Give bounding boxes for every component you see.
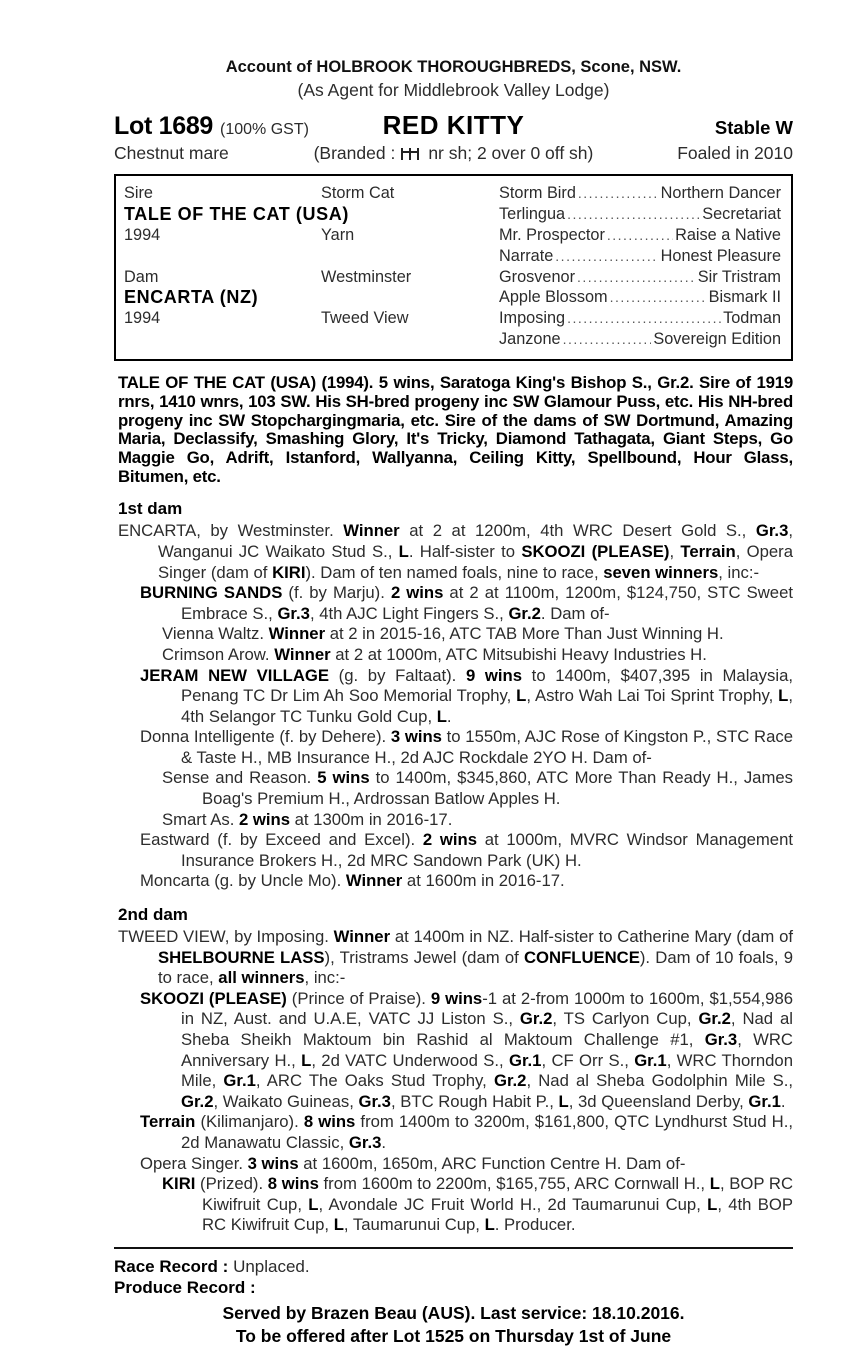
emphasized-text: 8 wins	[303, 1112, 356, 1132]
text-segment: , WRC Anniversary H.,	[181, 1030, 793, 1070]
pedigree-paragraph	[118, 830, 793, 871]
emphasized-text: Winner	[333, 927, 391, 947]
emphasized-text: L	[333, 1215, 344, 1235]
text-segment: ). Dam of 10 foals, 9 to race,	[158, 947, 793, 988]
text-segment: Sense and Reason.	[162, 768, 318, 788]
emphasized-text: SKOOZI (PLEASE)	[521, 541, 670, 561]
served-by-line: Served by Brazen Beau (AUS). Last service: 18.10.2016.	[222, 1302, 685, 1323]
brand-description	[314, 143, 594, 164]
emphasized-text: all winners	[218, 968, 305, 988]
emphasized-text: 8 wins	[267, 1174, 319, 1194]
dam-sire: Westminster	[321, 267, 412, 286]
emphasized-text: L	[516, 686, 527, 706]
emphasized-text: L	[484, 1215, 495, 1235]
text-segment: , WRC Thorndon Mile,	[181, 1050, 793, 1091]
text-segment: , Waikato Guineas,	[213, 1091, 359, 1111]
agent-line: (As Agent for Middlebrook Valley Lodge)	[297, 80, 610, 100]
emphasized-text: 2 wins	[422, 830, 478, 850]
dotted-leader	[578, 185, 659, 201]
text-segment: , 4th Selangor TC Tunku Gold Cup,	[181, 686, 793, 726]
emphasized-text: Winner	[345, 871, 403, 891]
emphasized-text: L	[558, 1091, 569, 1111]
gen3-parent: Sir Tristram	[697, 267, 781, 286]
emphasized-text: Gr.3	[704, 1030, 738, 1049]
sire-name: TALE OF THE CAT (USA)	[124, 203, 349, 224]
sire-sire: Storm Cat	[321, 183, 395, 202]
text-segment: at 2 at 1000m, ATC Mitsubishi Heavy Industries H.	[330, 644, 707, 664]
pedigree-row	[124, 287, 781, 308]
emphasized-text: 2 wins	[238, 809, 290, 829]
emphasized-text: 2 wins	[390, 583, 444, 603]
emphasized-text: Gr.2	[181, 1091, 214, 1111]
emphasized-text: 3 wins	[247, 1153, 299, 1173]
emphasized-text: L	[707, 1194, 718, 1214]
text-segment: , Nad al Sheba Godolphin Mile S.,	[526, 1071, 793, 1091]
text-segment: .	[381, 1132, 387, 1152]
text-segment: at 1600m, 1650m, ARC Function Centre H. Dam of-	[298, 1153, 686, 1173]
pedigree-row	[124, 329, 781, 350]
text-segment: Moncarta (g. by Uncle Mo).	[140, 871, 346, 891]
offered-after-line: To be offered after Lot 1525 on Thursday 1st of June	[235, 1325, 672, 1346]
emphasized-text: 9 wins	[465, 665, 523, 685]
pedigree-paragraph	[118, 1174, 793, 1236]
text-segment: at 2 at 1100m, 1200m, $124,750, STC Sweet Embrace S.,	[181, 583, 793, 623]
emphasized-text: Terrain	[140, 1112, 196, 1132]
horse-name: RED KITTY	[382, 110, 525, 140]
text-segment: Opera Singer.	[140, 1153, 248, 1173]
emphasized-text: Winner	[268, 624, 326, 644]
pedigree-paragraph	[118, 810, 793, 831]
text-segment: Vienna Waltz.	[162, 624, 269, 644]
text-segment: to 1400m, $407,395 in Malaysia, Penang TC Dr Lim Ah Soo Memorial Trophy,	[181, 665, 793, 706]
text-segment: to 1550m, AJC Rose of Kingston P., STC Race & Taste H., MB Insurance H., 2d AJC Rockdale 2YO H. Dam of-	[181, 727, 793, 767]
text-segment: (Prized).	[195, 1174, 268, 1194]
pedigree-paragraph	[118, 624, 793, 645]
pedigree-paragraph	[118, 927, 793, 989]
text-segment: .	[780, 1091, 786, 1111]
emphasized-text: Gr.3	[277, 603, 310, 623]
pedigree-row	[124, 183, 781, 204]
emphasized-text: 9 wins	[430, 988, 483, 1008]
sire-label: Sire	[124, 183, 153, 202]
emphasized-text: CONFLUENCE	[523, 947, 640, 967]
produce-record-label: Produce Record :	[114, 1277, 256, 1297]
emphasized-text: Gr.2	[519, 1009, 553, 1029]
text-segment: at 1000m, MVRC Windsor Management Insurance Brokers H., 2d MRC Sandown Park (UK) H.	[181, 830, 793, 870]
pedigree-paragraph	[118, 666, 793, 728]
first-dam-heading: 1st dam	[118, 499, 183, 519]
text-segment: to 1400m, $345,860, ATC More Than Ready H., James Boag's Premium H., Ardrossan Batlow Apples H.	[202, 768, 793, 809]
emphasized-text: Gr.1	[508, 1050, 542, 1070]
emphasized-text: L	[778, 686, 789, 706]
text-segment: , Taumarunui Cup,	[343, 1215, 485, 1235]
dotted-leader	[567, 206, 700, 222]
pedigree-paragraph	[118, 583, 793, 624]
text-segment: . Dam of-	[540, 603, 610, 623]
text-segment: , 4th AJC Light Fingers S.,	[309, 603, 509, 623]
dotted-leader	[610, 289, 707, 305]
emphasized-text: Gr.3	[348, 1132, 382, 1152]
text-segment: Eastward (f. by Exceed and Excel).	[140, 830, 423, 850]
pedigree-row	[124, 225, 781, 246]
pedigree-paragraph	[118, 871, 793, 892]
emphasized-text: Winner	[274, 644, 331, 664]
text-segment: , ARC The Oaks Stud Trophy,	[255, 1071, 494, 1091]
gen3-name: Janzone	[499, 330, 561, 349]
race-record-value: Unplaced.	[233, 1256, 310, 1276]
stable-label: Stable W	[714, 117, 793, 138]
second-dam-section	[114, 927, 793, 1236]
gst-note: (100% GST)	[220, 121, 309, 138]
text-segment: . Producer.	[494, 1215, 576, 1235]
dotted-leader	[607, 227, 673, 243]
gen3-name: Apple Blossom	[499, 288, 608, 307]
text-segment: , Avondale JC Fruit World H., 2d Taumarunui Cup,	[318, 1194, 708, 1214]
gen3-parent: Sovereign Edition	[653, 330, 781, 349]
horse-info-row	[114, 143, 793, 164]
footer-divider	[114, 1247, 793, 1249]
text-segment: from 1600m to 2200m, $165,755, ARC Cornwall H.,	[318, 1174, 710, 1194]
lot-number: Lot 1689	[114, 112, 214, 140]
text-segment: ,	[669, 541, 681, 561]
emphasized-text: SKOOZI (PLEASE)	[140, 988, 287, 1008]
text-segment: at 1600m in 2016-17.	[402, 871, 565, 891]
text-segment: Donna Intelligente (f. by Dehere).	[140, 727, 391, 747]
pedigree-box	[114, 174, 793, 361]
pedigree-paragraph	[118, 768, 793, 809]
emphasized-text: Gr.1	[748, 1091, 781, 1111]
text-segment: , Nad al Sheba Sheikh Maktoum bin Rashid al Maktoum Challenge #1,	[181, 1009, 793, 1049]
dam-dam: Tweed View	[321, 309, 409, 328]
pedigree-paragraph	[118, 645, 793, 666]
text-segment: , inc:-	[718, 562, 760, 582]
dotted-leader	[577, 269, 696, 285]
emphasized-text: BURNING SANDS	[140, 583, 283, 603]
text-segment: -1 at 2-from 1000m to 1600m, $1,554,986 in NZ, Aust. and U.A.E, VATC JJ Liston S.,	[181, 988, 793, 1029]
brand-mark-icon	[400, 147, 423, 161]
dotted-leader	[555, 248, 658, 264]
second-dam-heading: 2nd dam	[118, 905, 188, 925]
gen3-parent: Northern Dancer	[660, 183, 781, 202]
pedigree-paragraph	[118, 989, 793, 1113]
dotted-leader	[567, 310, 721, 326]
emphasized-text: L	[436, 706, 447, 726]
text-segment: . Half-sister to	[408, 541, 522, 561]
emphasized-text: SHELBOURNE LASS	[158, 947, 325, 967]
emphasized-text: Gr.2	[493, 1071, 527, 1091]
text-segment: , CF Orr S.,	[541, 1050, 635, 1070]
pedigree-paragraph	[118, 521, 793, 583]
emphasized-text: KIRI	[272, 562, 306, 582]
pedigree-paragraph	[118, 1154, 793, 1175]
text-segment: , TS Carlyon Cup,	[552, 1009, 699, 1029]
text-segment: TWEED VIEW, by Imposing.	[118, 927, 334, 947]
gen3-name: Storm Bird	[499, 183, 576, 202]
gen3-parent: Raise a Native	[675, 225, 781, 244]
text-segment: .	[446, 706, 452, 726]
race-record-label: Race Record :	[114, 1256, 229, 1276]
foaled-year: Foaled in 2010	[677, 143, 793, 163]
pedigree-paragraph	[118, 1112, 793, 1153]
lot-title-row	[114, 110, 793, 141]
text-segment: (Prince of Praise).	[286, 988, 431, 1008]
emphasized-text: L	[398, 541, 409, 561]
text-segment: at 1400m in NZ. Half-sister to Catherine Mary (dam of	[390, 927, 793, 947]
text-segment: , BOP RC Kiwifruit Cup,	[202, 1174, 794, 1214]
text-segment: from 1400m to 3200m, $161,800, QTC Lyndhurst Stud H., 2d Manawatu Classic,	[181, 1112, 793, 1152]
dotted-leader	[563, 331, 652, 347]
sire-dam: Yarn	[321, 225, 355, 244]
gen3-name: Narrate	[499, 246, 554, 265]
sire-year: 1994	[124, 225, 161, 244]
text-segment: , 2d VATC Underwood S.,	[311, 1050, 509, 1070]
emphasized-text: JERAM NEW VILLAGE	[140, 665, 329, 685]
text-segment: , inc:-	[304, 968, 346, 988]
text-segment: (g. by Faltaat).	[329, 665, 466, 685]
emphasized-text: KIRI	[162, 1174, 196, 1194]
text-segment: ENCARTA, by Westminster.	[118, 521, 344, 541]
text-segment: at 2 in 2015-16, ATC TAB More Than Just Winning H.	[325, 624, 724, 644]
brand-suffix: nr sh; 2 over 0 off sh)	[428, 143, 594, 163]
gen3-parent: Secretariat	[702, 204, 781, 223]
emphasized-text: seven winners	[603, 562, 719, 582]
text-segment: ), Tristrams Jewel (dam of	[324, 947, 524, 967]
pedigree-row	[124, 204, 781, 225]
text-segment: ). Dam of ten named foals, nine to race,	[305, 562, 604, 582]
text-segment: , Opera Singer (dam of	[158, 541, 793, 582]
text-segment: at 2 at 1200m, 4th WRC Desert Gold S.,	[399, 521, 756, 541]
emphasized-text: Gr.1	[223, 1071, 256, 1091]
pedigree-row	[124, 246, 781, 267]
gen3-parent: Todman	[723, 309, 781, 328]
text-segment: , 3d Queensland Derby,	[568, 1091, 749, 1111]
text-segment: , Astro Wah Lai Toi Sprint Trophy,	[526, 686, 779, 706]
gen3-name: Mr. Prospector	[499, 225, 605, 244]
emphasized-text: L	[709, 1174, 720, 1194]
sex-description: Chestnut mare	[114, 143, 229, 163]
emphasized-text: Gr.1	[634, 1050, 667, 1070]
dam-year: 1994	[124, 309, 161, 328]
text-segment: Crimson Arow.	[162, 644, 275, 664]
emphasized-text: Terrain	[680, 541, 736, 561]
text-segment: (Kilimanjaro).	[195, 1112, 304, 1132]
pedigree-paragraph	[118, 727, 793, 768]
sire-blurb: TALE OF THE CAT (USA) (1994). 5 wins, Saratoga King's Bishop S., Gr.2. Sire of 1919 rnrs, 1410 wnrs, 103 SW. His SH-bred progeny inc SW Glamour Puss, etc. His NH-bred progeny inc SW Stopchargingmaria, etc. Sire of the dams of SW Dortmund, Amazing Maria, Declassify, Smashing Glory, It's Tricky, Diamond Tathagata, Giant Steps, Go Maggie Go, Adrift, Istanford, Wallyanna, Ceiling Kitty, Spellbound, Hour Glass, Bitumen, etc.	[118, 373, 793, 486]
emphasized-text: Gr.2	[698, 1009, 731, 1029]
text-segment: , BTC Rough Habit P.,	[390, 1091, 559, 1111]
emphasized-text: Gr.3	[358, 1091, 391, 1111]
gen3-parent: Bismark II	[708, 288, 781, 307]
text-segment: at 1300m in 2016-17.	[289, 809, 453, 829]
text-segment: , Wanganui JC Waikato Stud S.,	[158, 521, 793, 561]
text-segment: , 4th BOP RC Kiwifruit Cup,	[202, 1194, 793, 1235]
gen3-parent: Honest Pleasure	[660, 246, 781, 265]
gen3-name: Terlingua	[499, 204, 566, 223]
pedigree-row	[124, 308, 781, 329]
brand-prefix: (Branded :	[313, 143, 396, 163]
emphasized-text: 3 wins	[390, 727, 442, 747]
text-segment: Smart As.	[162, 809, 239, 829]
gen3-name: Grosvenor	[499, 267, 576, 286]
produce-record-line	[114, 1277, 793, 1298]
pedigree-row	[124, 267, 781, 288]
emphasized-text: Gr.3	[755, 521, 789, 541]
gen3-name: Imposing	[499, 309, 566, 328]
dam-name: ENCARTA (NZ)	[124, 287, 259, 308]
first-dam-section	[114, 521, 793, 892]
emphasized-text: Winner	[343, 521, 400, 541]
text-segment: (f. by Marju).	[282, 583, 391, 603]
emphasized-text: L	[308, 1194, 319, 1214]
race-record-line	[114, 1256, 793, 1277]
emphasized-text: Gr.2	[508, 603, 541, 623]
dam-label: Dam	[124, 267, 159, 286]
account-line: Account of HOLBROOK THOROUGHBREDS, Scone, NSW.	[225, 58, 682, 76]
emphasized-text: 5 wins	[317, 768, 370, 788]
emphasized-text: L	[301, 1050, 312, 1070]
